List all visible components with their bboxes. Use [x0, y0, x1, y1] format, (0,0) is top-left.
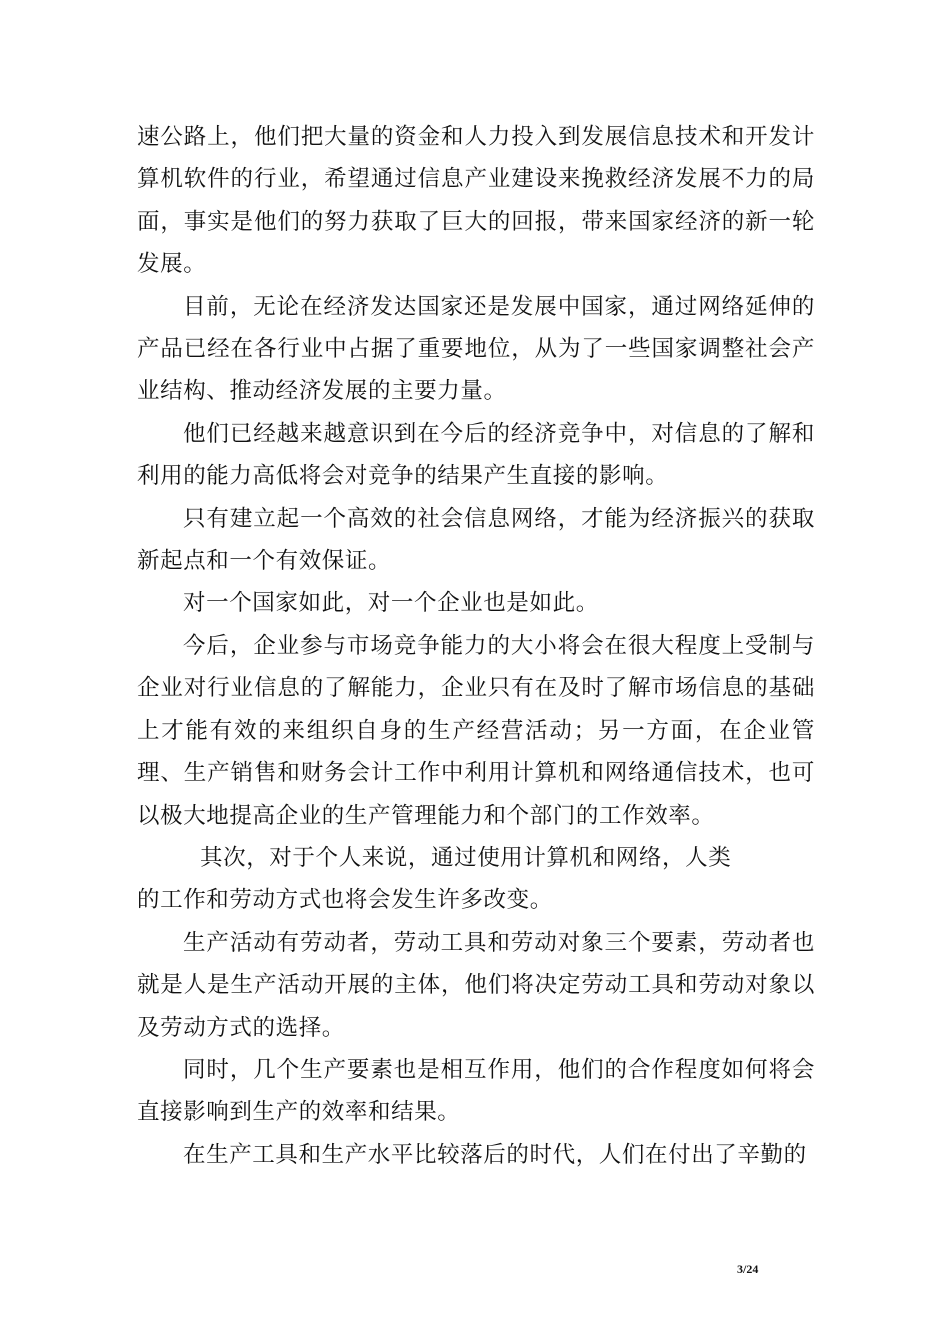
paragraph-2: 目前，无论在经济发达国家还是发展中国家，通过网络延伸的产品已经在各行业中占据了重要地位，从为了一些国家调整社会产业结构、推动经济发展的主要力量。	[137, 293, 815, 405]
paragraph-1: 速公路上，他们把大量的资金和人力投入到发展信息技术和开发计算机软件的行业，希望通过信息产业建设来挽救经济发展不力的局面，事实是他们的努力获取了巨大的回报，带来国家经济的新一轮发展。	[137, 124, 815, 278]
paragraph-9: 生产活动有劳动者，劳动工具和劳动对象三个要素，劳动者也就是人是生产活动开展的主体，他们将决定劳动工具和劳动对象以及劳动方式的选择。	[137, 929, 815, 1041]
paragraph-5: 对一个国家如此，对一个企业也是如此。	[183, 590, 599, 617]
body-text	[137, 116, 815, 1176]
paragraph-11: 在生产工具和生产水平比较落后的时代，人们在付出了辛勤的	[183, 1141, 807, 1168]
paragraph-3: 他们已经越来越意识到在今后的经济竞争中，对信息的了解和利用的能力高低将会对竞争的结果产生直接的影响。	[137, 420, 815, 490]
paragraph-10: 同时，几个生产要素也是相互作用，他们的合作程度如何将会直接影响到生产的效率和结果。	[137, 1056, 815, 1126]
paragraph-6: 今后，企业参与市场竞争能力的大小将会在很大程度上受制与企业对行业信息的了解能力，企业只有在及时了解市场信息的基础上才能有效的来组织自身的生产经营活动；另一方面，在企业管理、生产销售和财务会计工作中利用计算机和网络通信技术，也可以极大地提高企业的生产管理能力和个部门的工作效率。	[137, 632, 815, 829]
paragraph-4: 只有建立起一个高效的社会信息网络，才能为经济振兴的获取新起点和一个有效保证。	[137, 505, 815, 575]
paragraph-7: 其次，对于个人来说，通过使用计算机和网络，人类	[200, 844, 732, 871]
paragraph-8: 的工作和劳动方式也将会发生许多改变。	[137, 887, 553, 914]
page-number: 3/24	[737, 1262, 759, 1276]
